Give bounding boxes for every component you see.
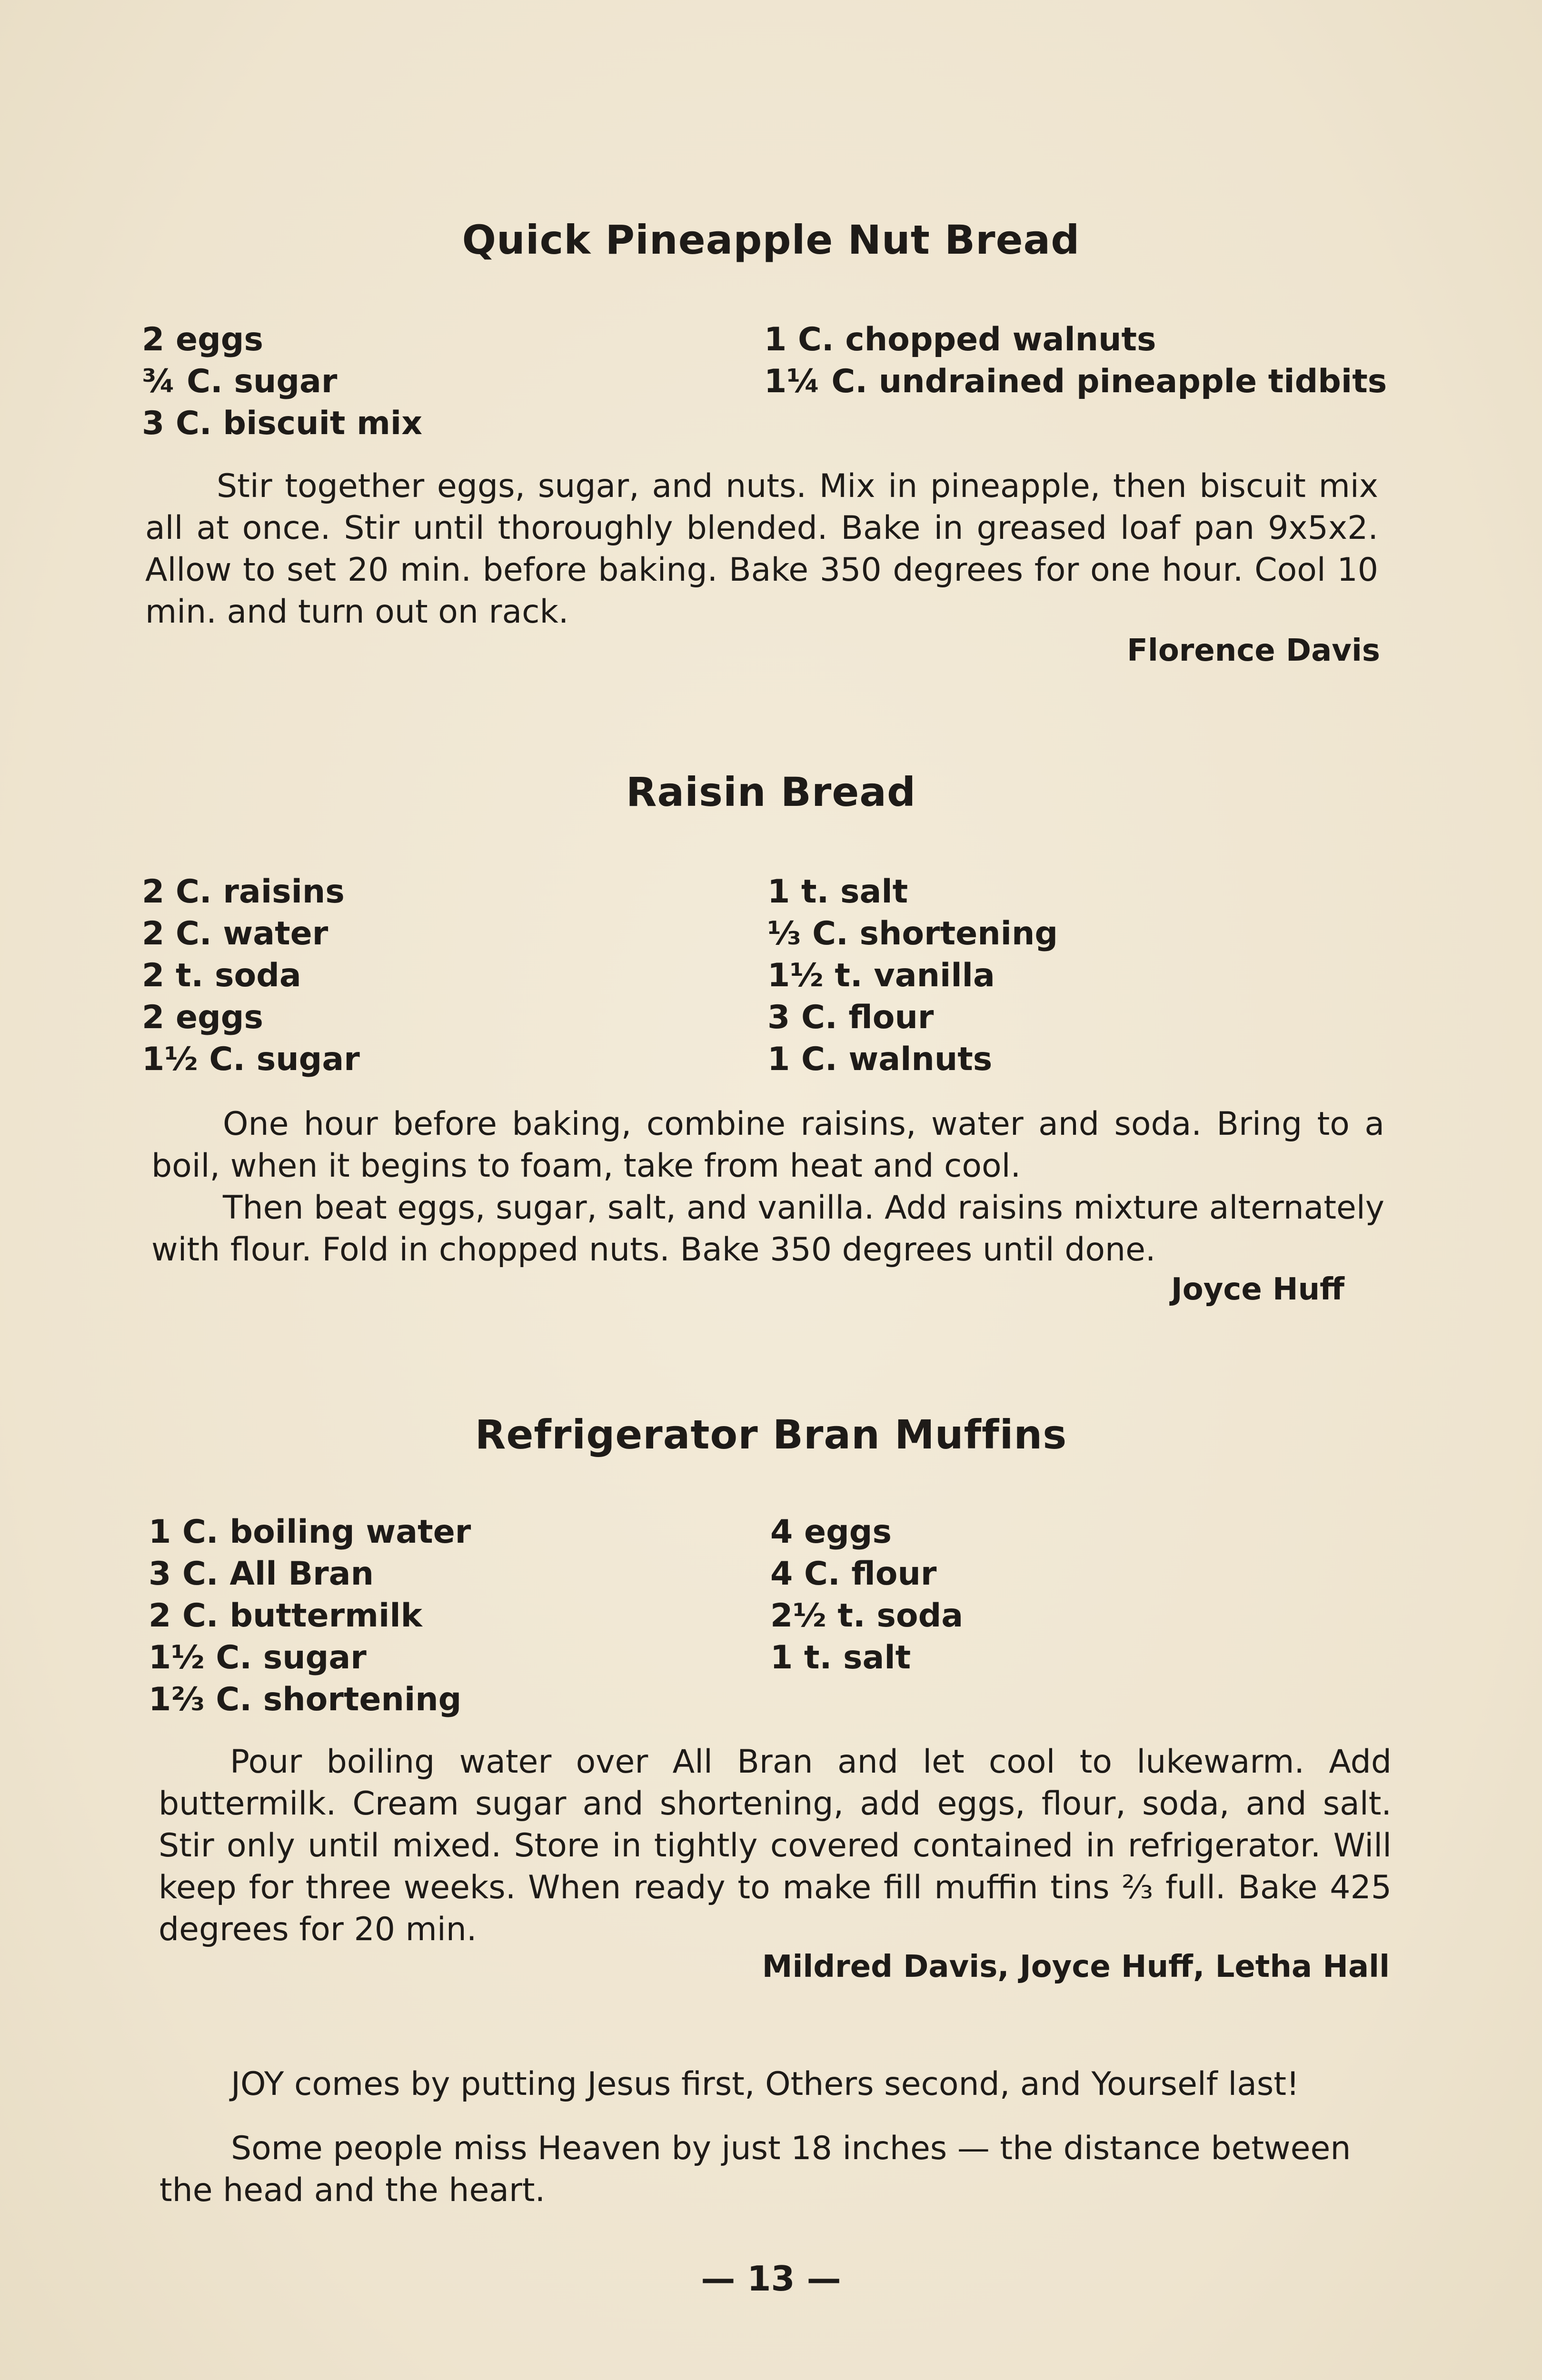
recipe-author: Mildred Davis, Joyce Huff, Letha Hall: [762, 1949, 1390, 1984]
recipe-title: Quick Pineapple Nut Bread: [462, 217, 1080, 263]
ingredient: ¾ C. sugar: [142, 363, 338, 400]
recipe-directions: [151, 1103, 1384, 1271]
ingredient: 1¼ C. undrained pineapple tidbits: [764, 363, 1387, 400]
ingredient: 1½ t. vanilla: [767, 957, 995, 994]
ingredient: 1 t. salt: [770, 1639, 911, 1676]
ingredient: 3 C. biscuit mix: [142, 405, 423, 442]
recipe-directions: [159, 1741, 1392, 1951]
quote-text: Some people miss Heaven by just 18 inches — the distance between the head and the heart.: [159, 2130, 1351, 2209]
ingredient: ⅓ C. shortening: [767, 915, 1058, 952]
ingredient: 2 C. water: [142, 915, 328, 952]
ingredients-right: [764, 319, 1387, 403]
ingredients-right: [770, 1511, 963, 1679]
page-number: — 13 —: [701, 2259, 841, 2299]
quote-text: JOY comes by putting Jesus first, Others second, and Yourself last!: [231, 2065, 1300, 2103]
ingredient: 3 C. All Bran: [149, 1555, 374, 1593]
ingredient: 3 C. flour: [767, 999, 934, 1036]
ingredients-left: [142, 871, 360, 1081]
quote: [159, 2128, 1393, 2211]
ingredient: 1 C. chopped walnuts: [764, 321, 1156, 358]
recipe-author: Joyce Huff: [1171, 1272, 1344, 1307]
ingredient: 2 eggs: [142, 321, 263, 358]
ingredient: 2 t. soda: [142, 957, 301, 994]
recipe-title: Raisin Bread: [626, 769, 916, 815]
direction-paragraph: Then beat eggs, sugar, salt, and vanilla. Add raisins mixture alternately with flour. Fold in chopped nuts. Bake 350 degrees until done.: [151, 1189, 1384, 1269]
ingredient: 1 C. walnuts: [767, 1041, 993, 1078]
ingredient: 1½ C. sugar: [142, 1041, 360, 1078]
recipe-author: Florence Davis: [1127, 633, 1380, 668]
ingredient: 2½ t. soda: [770, 1597, 964, 1635]
ingredient: 4 eggs: [770, 1513, 892, 1551]
ingredient: 2 C. raisins: [142, 873, 345, 911]
direction-paragraph: One hour before baking, combine raisins, water and soda. Bring to a boil, when it begins to foam, take from heat and cool.: [151, 1105, 1384, 1185]
quote: [159, 2063, 1393, 2105]
recipe-title: Refrigerator Bran Muffins: [475, 1411, 1067, 1458]
ingredient: 2 C. buttermilk: [149, 1597, 422, 1635]
ingredient: 4 C. flour: [770, 1555, 937, 1593]
ingredients-right: [767, 871, 1058, 1081]
ingredients-left: [142, 319, 422, 445]
direction-paragraph: Pour boiling water over All Bran and let cool to lukewarm. Add buttermilk. Cream sugar and shortening, add eggs, flour, soda, and salt. Stir only until mixed. Store in tightly covered contained in refrigerator. Will keep for three weeks. When ready to make fill muffin tins ⅔ full. Bake 425 degrees for 20 min.: [159, 1743, 1392, 1948]
ingredient: 2 eggs: [142, 999, 263, 1036]
ingredient: 1 C. boiling water: [149, 1513, 471, 1551]
ingredient: 1⅔ C. shortening: [149, 1681, 462, 1718]
ingredient: 1½ C. sugar: [149, 1639, 367, 1676]
ingredients-left: [149, 1511, 471, 1721]
direction-paragraph: Stir together eggs, sugar, and nuts. Mix in pineapple, then biscuit mix all at once. Stir until thoroughly blended. Bake in greased loaf pan 9x5x2. Allow to set 20 min. before baking. Bake 350 degrees for one hour. Cool 10 min. and turn out on rack.: [145, 467, 1378, 631]
recipe-directions: [145, 466, 1378, 633]
ingredient: 1 t. salt: [767, 873, 908, 911]
